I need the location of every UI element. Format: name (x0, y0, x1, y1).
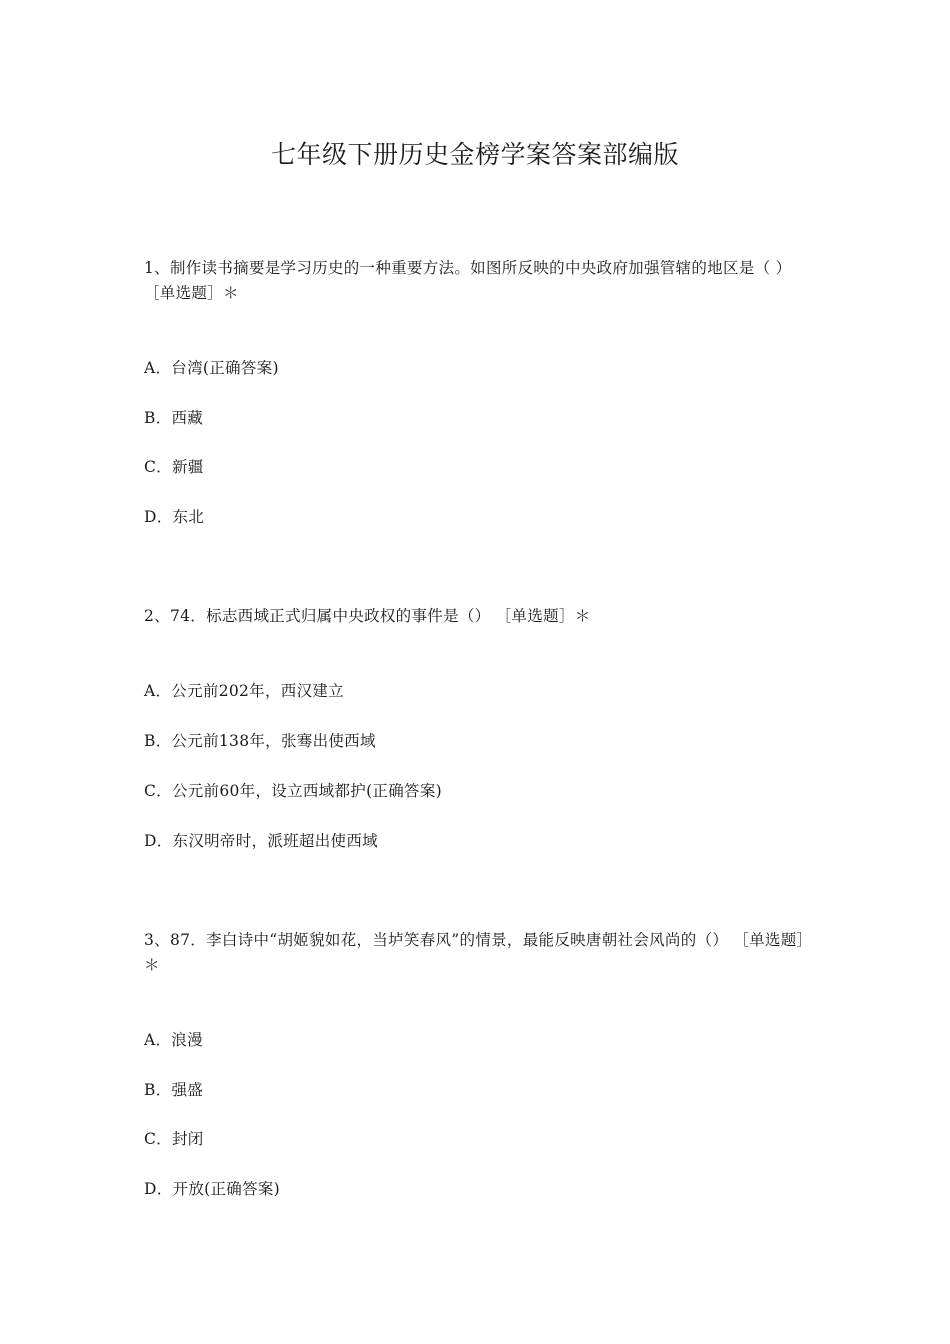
question-2-option-a: A．公元前202年，西汉建立 (144, 682, 344, 700)
question-1-option-b: B．西藏 (144, 409, 204, 427)
question-2-option-c: C．公元前60年，设立西域都护(正确答案) (144, 782, 442, 800)
question-3-option-c: C．封闭 (144, 1130, 204, 1148)
question-3-stem: 3、87．李白诗中“胡姬貌如花，当垆笑春风”的情景，最能反映唐朝社会风尚的（） ［单选题］＊ (144, 931, 813, 974)
question-1 (144, 256, 814, 306)
question-2-option-d: D．东汉明帝时，派班超出使西域 (144, 832, 378, 850)
question-1-option-d: D．东北 (144, 508, 205, 526)
question-1-option-c: C．新疆 (144, 458, 204, 476)
question-1-stem: 1、制作读书摘要是学习历史的一种重要方法。如图所反映的中央政府加强管辖的地区是（ ）［单选题］＊ (144, 259, 792, 302)
question-3-option-a: A．浪漫 (144, 1031, 203, 1049)
document-title: 七年级下册历史金榜学案答案部编版 (270, 140, 679, 169)
question-2 (144, 604, 814, 629)
question-1-option-a: A．台湾(正确答案) (144, 359, 279, 377)
question-2-option-b: B．公元前138年，张骞出使西域 (144, 732, 376, 750)
question-3 (144, 928, 814, 978)
question-3-option-d: D．开放(正确答案) (144, 1180, 281, 1198)
question-2-stem: 2、74．标志西域正式归属中央政权的事件是（） ［单选题］＊ (144, 607, 591, 625)
question-3-option-b: B．强盛 (144, 1081, 204, 1099)
